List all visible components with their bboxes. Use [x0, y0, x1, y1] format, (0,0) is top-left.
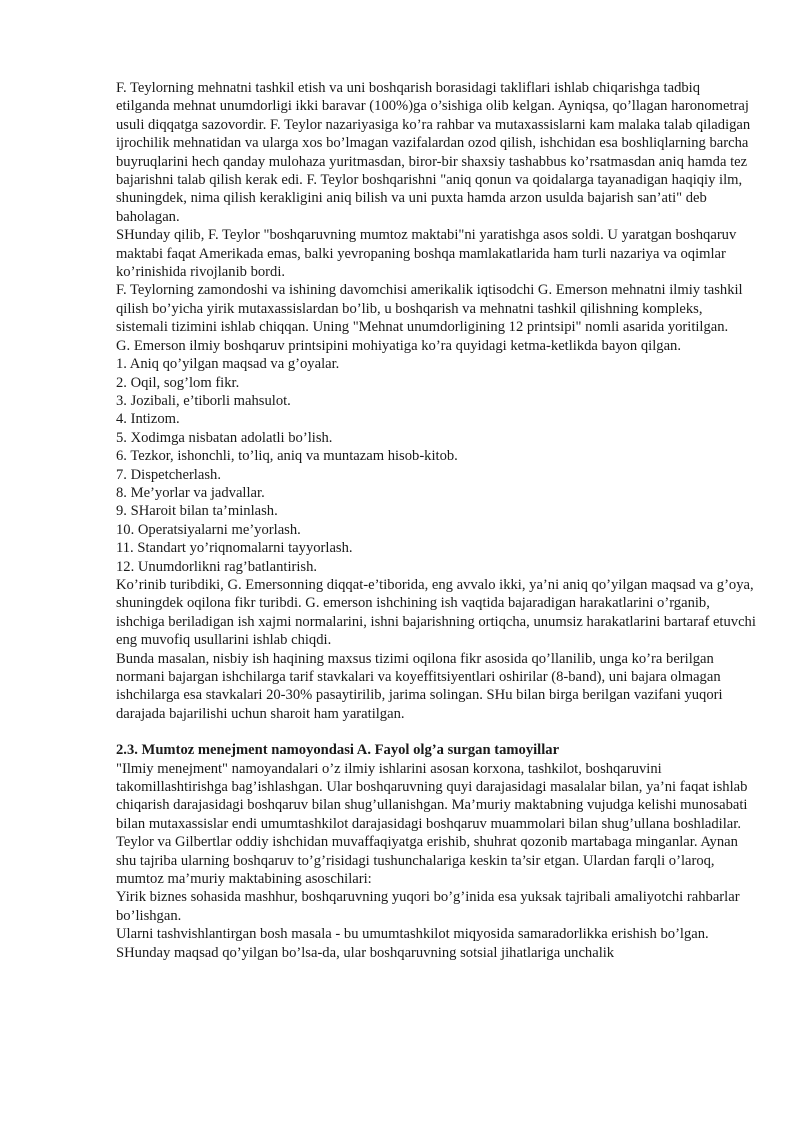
paragraph-wage-system: Bunda masalan, nisbiy ish haqining maxsus tizimi oqilona fikr asosida qo’llanilib, unga ko’ra berilgan normani bajargan ishchilarga tarif stavkalari va koyeffitsiyentlari oshirilar (8-band), uni bajara olmagan ishchilarga esa stavkalari 20-30% pasaytirilib, jarima solingan. SHu bilan birga berilgan vazifani yuqori darajada bajarilishi uchun sharoit ham yaratilgan. [116, 650, 723, 722]
list-item: 12. Unumdorlikni rag’batlantirish. [116, 558, 318, 575]
paragraph-emerson-intro: F. Teylorning zamondoshi va ishining davomchisi amerikalik iqtisodchi G. Emerson mehnatni ilmiy tashkil qilish bo’yicha yirik mutaxassislardan bo’lib, u boshqarish va mehnatni tashkil qilishning kompleks, sistemali tizimini ishlab chiqqan. Uning "Mehnat unumdorligining 12 printsipi" nomli asarida yoritilgan. [116, 282, 743, 336]
paragraph-emerson-principles-intro: G. Emerson ilmiy boshqaruv printsipini mohiyatiga ko’ra quyidagi ketma-ketlikda bayon qilgan. [116, 337, 681, 354]
paragraph-main-problem: Ularni tashvishlantirgan bosh masala - bu umumtashkilot miqyosida samaradorlikka erishish bo’lgan. SHunday maqsad qo’yilgan bo’lsa-da, ular boshqaruvning sotsial jihatlariga unchalik [116, 926, 709, 961]
document-page [116, 79, 756, 962]
section-heading: 2.3. Mumtoz menejment namoyondasi A. Fayol olg’a surgan tamoyillar [116, 742, 560, 759]
list-item: 6. Tezkor, ishonchli, to’liq, aniq va muntazam hisob-kitob. [116, 448, 458, 465]
paragraph-scientific-management: "Ilmiy menejment" namoyandalari o’z ilmiy ishlarini asosan korxona, tashkilot, boshqaruvini takomillashtirishga bag’ishlashgan. Ular boshqaruvning quyi darajasidagi masalalar bilan, ya’ni faqat ishlab chiqarish darajasidagi boshqaruv bilan shug’ullanishgan. Ma’muriy maktabning vujudga kelishi munosabati bilan mutaxassislar endi umumtashkilot darajasidagi boshqaruv muammolari bilan shug’ullana boshladilar. [116, 760, 748, 832]
list-item: 7. Dispetcherlash. [116, 466, 221, 483]
list-item: 3. Jozibali, e’tiborli mahsulot. [116, 392, 291, 409]
paragraph-teylor-results: F. Teylorning mehnatni tashkil etish va uni boshqarish borasidagi takliflari ishlab chiqarishga tadbiq etilganda mehnat unumdorligi ikki baravar (100%)ga o’sishiga olib kelgan. Ayniqsa, qo’llagan haronometraj usuli diqqatga sazovordir. F. Teylor nazariyasiga ko’ra rahbar va mutaxassislarni kam malaka talab qiladigan ijrochilik mehnatidan va ularga xos bo’lmagan vazifalardan ozod qilish, ishchidan esa boshliqlarning barcha buyruqlarini hech qanday mulohaza yuritmasdan, biror-bir shaxsiy tashabbus ko’rsatmasdan aniq hamda tez bajarishni talab qilish kerak edi. F. Teylor boshqarishni "aniq qonun va qoidalarga tayanadigan haqiqiy ilm, shuningdek, nima qilish kerakligini aniq bilish va uni puxta hamda arzon usulda bajarish san’ati" deb baholagan. [116, 80, 751, 225]
list-item: 5. Xodimga nisbatan adolatli bo’lish. [116, 429, 333, 446]
paragraph-emerson-analysis: Ko’rinib turibdiki, G. Emersonning diqqat-e’tiborida, eng avvalo ikki, ya’ni aniq qo’yilgan maqsad va g’oya, shuningdek oqilona fikr turibdi. G. emerson ishchining ish vaqtida bajaradigan harakatlarini o’rganib, ishchiga beriladigan ish xajmi normalarini, ishni bajarishning ortiqcha, unumsiz harakatlarini bartaraf etuvchi eng muvofiq usullarini ishlab chiqdi. [116, 576, 756, 649]
list-item: 4. Intizom. [116, 411, 180, 428]
principles-list [116, 355, 756, 576]
paragraph-big-business: Yirik biznes sohasida mashhur, boshqaruvning yuqori bo’g’inida esa yuksak tajribali amaliyotchi rahbarlar bo’lishgan. [116, 889, 740, 924]
paragraph-classical-school: SHunday qilib, F. Teylor "boshqaruvning mumtoz maktabi"ni yaratishga asos soldi. U yaratgan boshqaruv maktabi faqat Amerikada emas, balki yevropaning boshqa mamlakatlarida ham turli nazariya va oqimlar ko’rinishida rivojlanib bordi. [116, 227, 737, 281]
list-item: 10. Operatsiyalarni me’yorlash. [116, 521, 301, 538]
list-item: 9. SHaroit bilan ta’minlash. [116, 503, 278, 520]
list-item: 8. Me’yorlar va jadvallar. [116, 484, 265, 501]
paragraph-teylor-gilbert: Teylor va Gilbertlar oddiy ishchidan muvaffaqiyatga erishib, shuhrat qozonib martabaga minganlar. Aynan shu tajriba ularning boshqaruv to’g’risidagi tushunchalariga keskin ta’sir etgan. Ulardan farqli o’laroq, mumtoz ma’muriy maktabining asoschilari: [116, 834, 738, 888]
list-item: 11. Standart yo’riqnomalarni tayyorlash. [116, 540, 353, 557]
list-item: 1. Aniq qo’yilgan maqsad va g’oyalar. [116, 356, 340, 373]
list-item: 2. Oqil, sog’lom fikr. [116, 374, 240, 391]
